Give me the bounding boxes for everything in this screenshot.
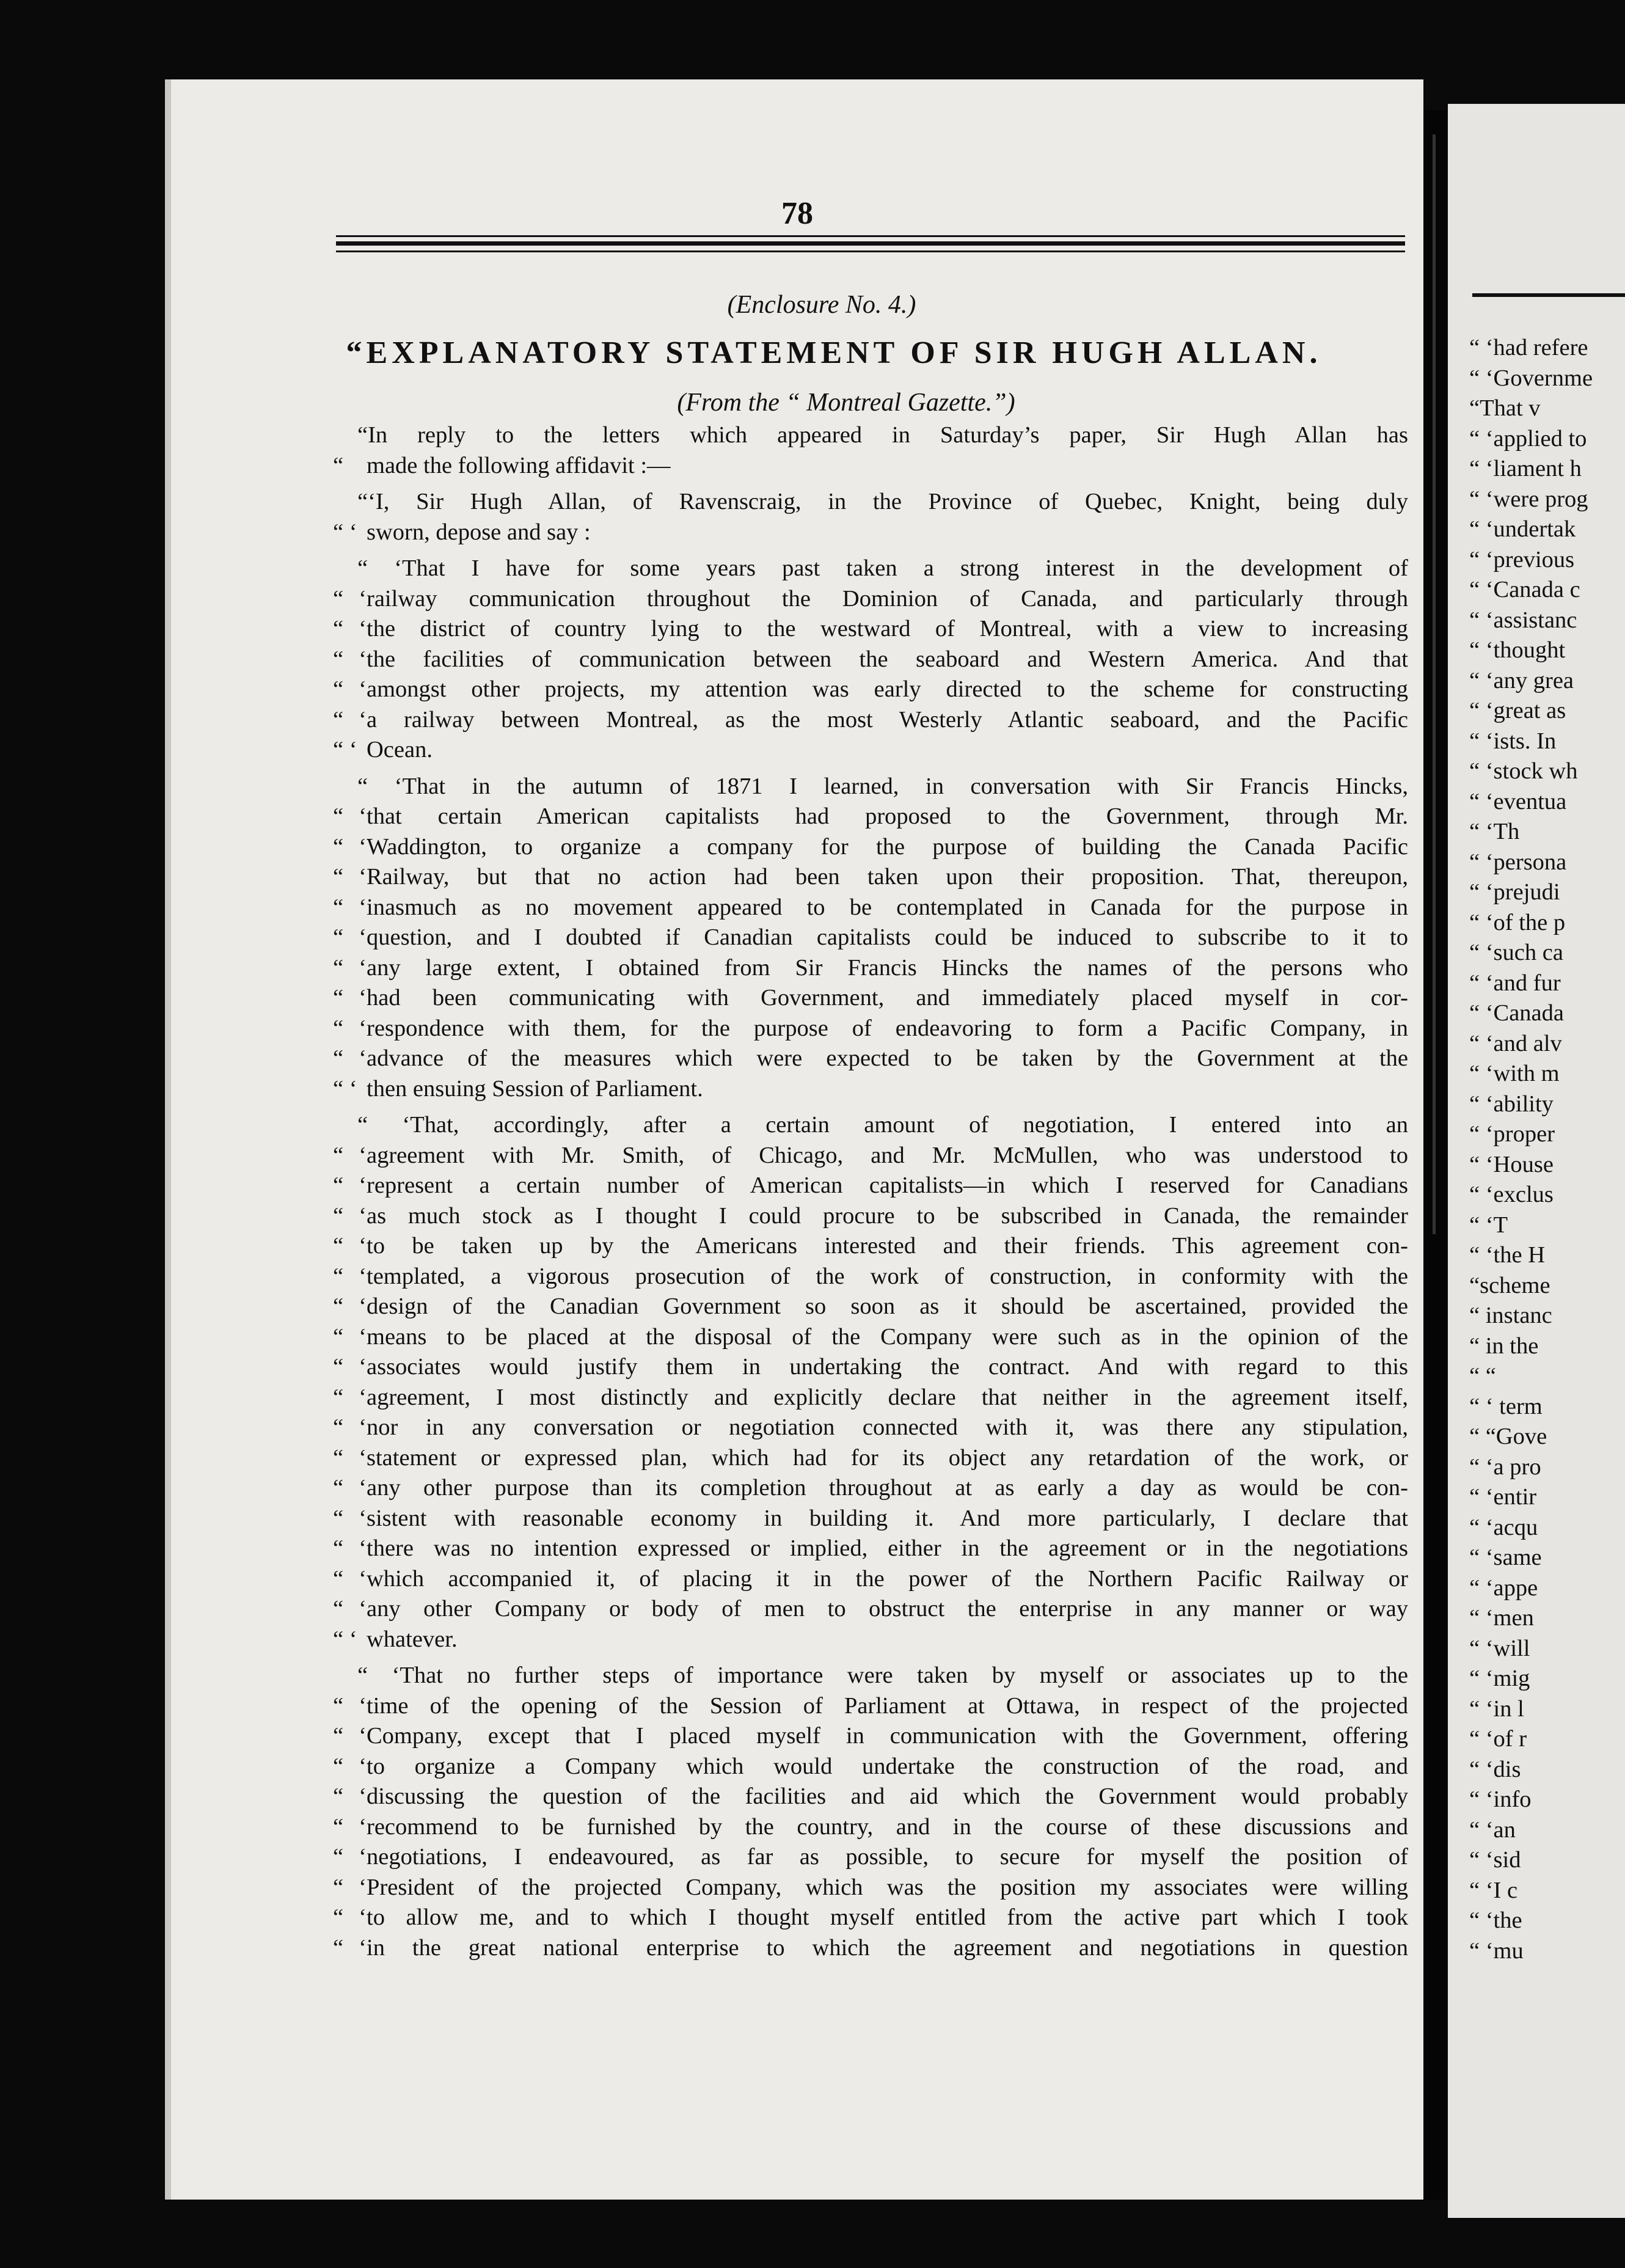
line-text: to organize a Company which would undertake the construction of the road, and	[367, 1753, 1408, 1779]
line-text: a railway between Montreal, as the most Westerly Atlantic seaboard, and the Pacific	[367, 706, 1408, 733]
adjacent-text-line: “ ‘mig	[1469, 1666, 1530, 1691]
quote-mark: “ ‘	[333, 1354, 367, 1380]
adjacent-text-line: “ ‘thought	[1469, 637, 1566, 663]
quote-mark: “ ‘	[333, 833, 367, 860]
quote-mark: “ ‘	[333, 1142, 367, 1168]
text-line	[333, 893, 1408, 923]
quote-mark: “ ‘	[333, 1414, 367, 1440]
adjacent-text-line: “ ‘a pro	[1469, 1454, 1541, 1480]
adjacent-text-line: “ ‘prejudi	[1469, 879, 1560, 905]
quote-mark: “ ‘	[333, 1535, 367, 1561]
text-line	[333, 1473, 1408, 1504]
quote-mark: “ ‘	[333, 1904, 367, 1930]
text-line	[333, 1873, 1408, 1903]
text-line	[333, 1014, 1408, 1044]
text-line	[333, 1691, 1408, 1722]
adjacent-text-line: “ ‘undertak	[1469, 516, 1576, 542]
line-text: in the great national enterprise to which the agreement and negotiations in question	[367, 1934, 1408, 1961]
adjacent-text-line: “ ‘had refere	[1469, 335, 1588, 360]
adjacent-text-line: “ ‘of r	[1469, 1726, 1527, 1752]
line-text: that certain American capitalists had proposed to the Government, through Mr.	[367, 803, 1408, 829]
quote-mark: “ ‘	[333, 1233, 367, 1259]
text-line	[333, 923, 1408, 953]
line-text: had been communicating with Government, and immediately placed myself in cor-	[367, 985, 1408, 1011]
text-line	[333, 1443, 1408, 1474]
adjacent-text-line: “ ‘such ca	[1469, 940, 1563, 965]
text-line	[333, 1625, 1408, 1655]
paragraph	[333, 1661, 1408, 1963]
adjacent-text-line: “That v	[1469, 395, 1541, 421]
gutter-line	[1433, 134, 1436, 1234]
text-line	[333, 705, 1408, 736]
line-text: means to be placed at the disposal of the Company were such as in the opinion of the	[367, 1323, 1408, 1350]
document-heading: “EXPLANATORY STATEMENT OF SIR HUGH ALLAN.	[346, 335, 1322, 370]
adjacent-text-line: “ ‘ists. In	[1469, 728, 1557, 754]
line-text: negotiations, I endeavoured, as far as possible, to secure for myself the position of	[367, 1844, 1408, 1870]
line-text: to allow me, and to which I thought myself entitled from the active part which I took	[367, 1904, 1408, 1930]
line-text: Ocean.	[367, 737, 433, 763]
text-line	[333, 1141, 1408, 1171]
adjacent-text-line: “ ‘info	[1469, 1787, 1532, 1812]
line-text: the facilities of communication between the seaboard and Western America. And that	[367, 646, 1408, 672]
text-line	[333, 862, 1408, 893]
quote-mark: “ ‘	[333, 1323, 367, 1350]
adjacent-text-line: “ instanc	[1469, 1303, 1552, 1328]
text-line	[333, 1903, 1408, 1933]
adjacent-text-line: “ ‘ability	[1469, 1091, 1554, 1117]
quote-mark: “ ‘	[333, 1723, 367, 1749]
page-number: 78	[781, 196, 813, 231]
text-line	[333, 1262, 1408, 1292]
line-text: templated, a vigorous prosecution of the work of construction, in conformity with the	[367, 1263, 1408, 1289]
adjacent-page-fragment	[1448, 104, 1625, 2218]
adjacent-text-line: “ ‘and alv	[1469, 1030, 1562, 1056]
line-text: inasmuch as no movement appeared to be contemplated in Canada for the purpose in	[367, 894, 1408, 920]
adjacent-text-line: “ ‘assistanc	[1469, 607, 1577, 633]
text-line	[333, 1352, 1408, 1383]
text-line	[333, 1842, 1408, 1873]
quote-mark: “ ‘	[333, 985, 367, 1011]
adjacent-text-line: “ ‘same	[1469, 1545, 1542, 1570]
line-text: sistent with reasonable economy in building it. And more particularly, I declare that	[367, 1505, 1408, 1531]
line-text: represent a certain number of American capitalists—in which I reserved for Canadians	[367, 1172, 1408, 1198]
quote-mark: “ ‘	[333, 1596, 367, 1622]
line-text: “‘I, Sir Hugh Allan, of Ravenscraig, in the Province of Quebec, Knight, being duly	[357, 489, 1408, 514]
quote-mark: “ ‘	[333, 1934, 367, 1961]
quote-mark: “ ‘	[333, 1874, 367, 1900]
adjacent-text-line: “ ‘with m	[1469, 1061, 1560, 1086]
quote-mark: “ ‘	[333, 924, 367, 950]
adjacent-text-line: “ ‘men	[1469, 1605, 1534, 1631]
quote-mark: “ ‘	[333, 1692, 367, 1719]
text-line	[333, 1110, 1408, 1141]
line-text: statement or expressed plan, which had for its object any retardation of the work, or	[367, 1444, 1408, 1471]
quote-mark: “ ‘	[333, 1172, 367, 1198]
line-text: Waddington, to organize a company for the purpose of building the Canada Pacific	[367, 833, 1408, 860]
quote-mark: “ ‘	[333, 1565, 367, 1592]
line-text: to be taken up by the Americans interested and their friends. This agreement con-	[367, 1233, 1408, 1259]
line-text: any other Company or body of men to obstruct the enterprise in any manner or way	[367, 1596, 1408, 1622]
adjacent-text-line: “scheme	[1469, 1272, 1550, 1298]
adjacent-text-line: “ in the	[1469, 1333, 1539, 1359]
source-line: (From the “ Montreal Gazette.”)	[677, 389, 1015, 417]
adjacent-text-line: “ ‘proper	[1469, 1121, 1555, 1147]
document-page	[171, 79, 1423, 2200]
adjacent-text-line: “ “	[1469, 1363, 1496, 1389]
paragraph	[333, 420, 1408, 481]
enclosure-label: (Enclosure No. 4.)	[727, 291, 916, 319]
quote-mark: “ ‘	[333, 1015, 367, 1041]
quote-mark: “ ‘	[333, 1753, 367, 1779]
text-line	[333, 735, 1408, 766]
header-rule-top	[336, 235, 1405, 237]
text-line	[333, 554, 1408, 584]
adjacent-text-line: “ ‘exclus	[1469, 1182, 1554, 1207]
adjacent-text-line: “ ‘Canada	[1469, 1000, 1564, 1026]
text-line	[333, 1752, 1408, 1782]
text-line	[333, 832, 1408, 863]
adjacent-text-line: “ ‘I c	[1469, 1877, 1518, 1903]
line-text: as much stock as I thought I could procure to be subscribed in Canada, the remainder	[367, 1202, 1408, 1229]
quote-mark: “ ‘	[333, 1783, 367, 1809]
text-line	[333, 420, 1408, 451]
quote-mark: “ ‘	[333, 616, 367, 642]
line-text: any large extent, I obtained from Sir Francis Hincks the names of the persons who	[367, 954, 1408, 981]
quote-mark: “ ‘	[333, 706, 367, 733]
quote-mark: “ ‘	[333, 1263, 367, 1289]
adjacent-text-line: “ ‘ term	[1469, 1393, 1543, 1419]
adjacent-text-line: “ ‘persona	[1469, 849, 1567, 875]
line-text: “ ‘That in the autumn of 1871 I learned, in conversation with Sir Francis Hincks,	[357, 773, 1408, 799]
line-text: advance of the measures which were expected to be taken by the Government at the	[367, 1045, 1408, 1071]
line-text: agreement, I most distinctly and explicitly declare that neither in the agreement itself,	[367, 1384, 1408, 1410]
adjacent-text-line: “ ‘dis	[1469, 1756, 1521, 1782]
text-line	[333, 1413, 1408, 1443]
line-text: railway communication throughout the Dominion of Canada, and particularly through	[367, 585, 1408, 612]
quote-mark: “ ‘	[333, 585, 367, 612]
text-line	[333, 1782, 1408, 1812]
adjacent-text-line: “ ‘and fur	[1469, 970, 1561, 996]
line-text: design of the Canadian Government so soon as it should be ascertained, provided the	[367, 1293, 1408, 1319]
quote-mark: “ ‘	[333, 646, 367, 672]
text-line	[333, 1564, 1408, 1595]
line-text: President of the projected Company, which was the position my associates were willing	[367, 1874, 1408, 1900]
line-text: the district of country lying to the westward of Montreal, with a view to increasing	[367, 616, 1408, 642]
adjacent-text-line: “ ‘stock wh	[1469, 758, 1578, 784]
text-line	[333, 983, 1408, 1014]
text-line	[333, 1661, 1408, 1691]
line-text: “ ‘That I have for some years past taken a strong interest in the development of	[357, 555, 1408, 581]
line-text: whatever.	[367, 1626, 458, 1652]
text-line	[333, 1171, 1408, 1201]
adjacent-text-line: “ ‘in l	[1469, 1696, 1524, 1722]
paragraph	[333, 1110, 1408, 1655]
line-text: Company, except that I placed myself in communication with the Government, offering	[367, 1723, 1408, 1749]
text-line	[333, 487, 1408, 518]
line-text: any other purpose than its completion throughout at as early a day as would be con-	[367, 1475, 1408, 1501]
adjacent-text-line: “ ‘T	[1469, 1212, 1508, 1238]
quote-mark: “ ‘	[333, 954, 367, 981]
adjacent-text-line: “ ‘acqu	[1469, 1514, 1538, 1540]
text-line	[333, 1201, 1408, 1232]
line-text: nor in any conversation or negotiation connected with it, was there any stipulation,	[367, 1414, 1408, 1440]
adjacent-text-line: “ ‘of the p	[1469, 909, 1566, 935]
line-text: time of the opening of the Session of Parliament at Ottawa, in respect of the projected	[367, 1692, 1408, 1719]
text-line	[333, 584, 1408, 615]
adjacent-text-line: “ ‘applied to	[1469, 425, 1587, 452]
adjacent-text-line: “ ‘liament h	[1469, 456, 1582, 481]
adjacent-text-line: “ ‘great as	[1469, 698, 1566, 723]
quote-mark: “ ‘	[333, 737, 357, 763]
text-line	[333, 1292, 1408, 1322]
book-gutter	[1423, 110, 1448, 2200]
quote-mark: “ ‘	[333, 894, 367, 920]
line-text: made the following affidavit :—	[367, 452, 671, 478]
line-text: then ensuing Session of Parliament.	[367, 1075, 703, 1102]
text-line	[333, 1812, 1408, 1843]
adjacent-text-line: “ ‘entir	[1469, 1484, 1537, 1510]
line-text: respondence with them, for the purpose of endeavoring to form a Pacific Company, in	[367, 1015, 1408, 1041]
text-line	[333, 518, 1408, 548]
quote-mark: “ ‘	[333, 1844, 367, 1870]
line-text: Railway, but that no action had been taken upon their proposition. That, thereupon,	[367, 864, 1408, 890]
text-line	[333, 645, 1408, 675]
text-line	[333, 802, 1408, 832]
paragraph	[333, 554, 1408, 766]
line-text: question, and I doubted if Canadian capitalists could be induced to subscribe to it to	[367, 924, 1408, 950]
adjacent-text-line: “ ‘mu	[1469, 1937, 1524, 1964]
adjacent-text-line: “ ‘House	[1469, 1151, 1554, 1177]
line-text: there was no intention expressed or implied, either in the agreement or in the negotiations	[367, 1535, 1408, 1561]
adjacent-text-line: “ ‘appe	[1469, 1575, 1538, 1601]
body-text	[333, 420, 1408, 1969]
adjacent-text-line: “ ‘the H	[1469, 1242, 1545, 1268]
quote-mark: “ ‘	[333, 519, 357, 545]
text-line	[333, 451, 1408, 481]
adjacent-text-line: “ ‘Governme	[1469, 365, 1593, 391]
line-text: which accompanied it, of placing it in the power of the Northern Pacific Railway or	[367, 1565, 1408, 1592]
text-line	[333, 1322, 1408, 1353]
adjacent-text-line: “ ‘previous	[1469, 546, 1575, 572]
line-text: sworn, depose and say :	[367, 519, 591, 545]
header-rule-thick	[336, 241, 1405, 246]
quote-mark: “ ‘	[333, 1045, 367, 1071]
quote-mark: “ ‘	[333, 1626, 357, 1652]
quote-mark: “ ‘	[333, 1075, 357, 1102]
adjacent-text-line: “ ‘were prog	[1469, 486, 1588, 512]
quote-mark: “ ‘	[333, 1293, 367, 1319]
adjacent-text-line: “ ‘eventua	[1469, 788, 1567, 814]
quote-mark: “ ‘	[333, 1505, 367, 1531]
text-line	[333, 1594, 1408, 1625]
line-text: “ ‘That, accordingly, after a certain amount of negotiation, I entered into an	[357, 1112, 1408, 1138]
text-line	[333, 675, 1408, 705]
line-text: agreement with Mr. Smith, of Chicago, and Mr. McMullen, who was understood to	[367, 1142, 1408, 1168]
quote-mark: “ ‘	[333, 1475, 367, 1501]
quote-mark: “	[333, 452, 344, 478]
adjacent-text-line: “ ‘an	[1469, 1816, 1516, 1843]
quote-mark: “ ‘	[333, 1384, 367, 1410]
adjacent-text-line: “ ‘Canada c	[1469, 577, 1580, 602]
adjacent-text-line: “ ‘any grea	[1469, 667, 1574, 693]
quote-mark: “ ‘	[333, 1813, 367, 1840]
text-line	[333, 1231, 1408, 1262]
line-text: “ ‘That no further steps of importance were taken by myself or associates up to the	[357, 1663, 1408, 1688]
text-line	[333, 1534, 1408, 1564]
adjacent-text-line: “ ‘Th	[1469, 819, 1520, 844]
adjacent-page-rule	[1472, 293, 1625, 297]
quote-mark: “ ‘	[333, 1444, 367, 1471]
adjacent-page-text	[1469, 333, 1593, 1966]
quote-mark: “ ‘	[333, 1202, 367, 1229]
text-line	[333, 614, 1408, 645]
quote-mark: “ ‘	[333, 676, 367, 702]
line-text: amongst other projects, my attention was early directed to the scheme for constructing	[367, 676, 1408, 702]
text-line	[333, 772, 1408, 802]
paragraph	[333, 772, 1408, 1105]
quote-mark: “ ‘	[333, 803, 367, 829]
text-line	[333, 1933, 1408, 1964]
line-text: recommend to be furnished by the country, and in the course of these discussions and	[367, 1813, 1408, 1840]
line-text: discussing the question of the facilities and aid which the Government would probably	[367, 1783, 1408, 1809]
text-line	[333, 1044, 1408, 1074]
line-text: associates would justify them in undertaking the contract. And with regard to this	[367, 1354, 1408, 1380]
text-line	[333, 953, 1408, 984]
quote-mark: “ ‘	[333, 864, 367, 890]
adjacent-text-line: “ “Gove	[1469, 1424, 1547, 1449]
text-line	[333, 1721, 1408, 1752]
header-rule-bottom	[336, 251, 1405, 252]
text-line	[333, 1504, 1408, 1534]
text-line	[333, 1383, 1408, 1413]
adjacent-text-line: “ ‘sid	[1469, 1847, 1521, 1873]
paragraph	[333, 487, 1408, 547]
text-line	[333, 1074, 1408, 1105]
adjacent-text-line: “ ‘the	[1469, 1908, 1522, 1933]
line-text: “In reply to the letters which appeared in Saturday’s paper, Sir Hugh Allan has	[357, 422, 1408, 448]
adjacent-text-line: “ ‘will	[1469, 1635, 1530, 1661]
